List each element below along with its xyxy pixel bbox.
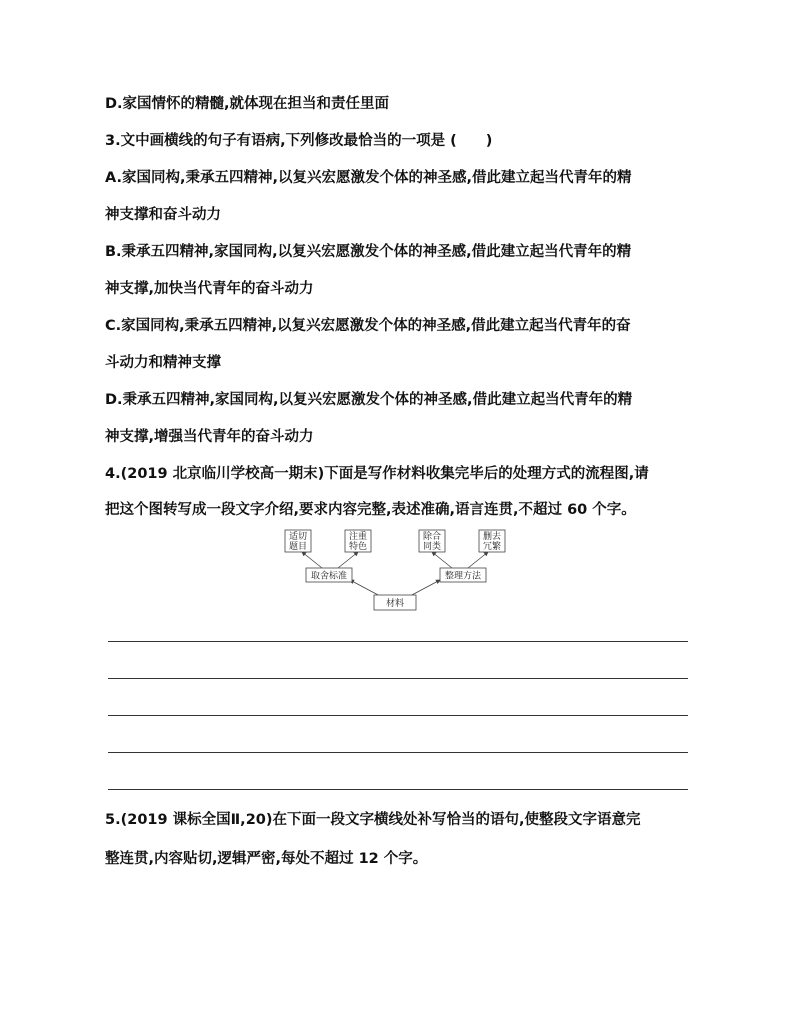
arrow-to-left-branch [350, 580, 380, 596]
option-c-line1: C.家国同构,秉承五四精神,以复兴宏愿激发个体的神圣感,借此建立起当代青年的奋 [105, 318, 631, 334]
leaf-3-bottom: 同类 [422, 542, 442, 552]
arrow-to-leaf-1 [302, 552, 322, 568]
flowchart [280, 528, 510, 614]
option-d-line1: D.秉承五四精神,家国同构,以复兴宏愿激发个体的神圣感,借此建立起当代青年的精 [105, 392, 633, 408]
option-c-line2: 斗动力和精神支撑 [105, 355, 221, 371]
answer-line-2[interactable] [108, 678, 688, 679]
option-d-previous: D.家国情怀的精髓,就体现在担当和责任里面 [105, 96, 390, 112]
root-label: 材料 [385, 599, 405, 609]
answer-line-4[interactable] [108, 752, 688, 753]
question-4-line2: 把这个图转写成一段文字介绍,要求内容完整,表述准确,语言连贯,不超过 60 个字。 [105, 502, 636, 518]
left-branch-label: 取舍标准 [310, 571, 348, 582]
option-a-line1: A.家国同构,秉承五四精神,以复兴宏愿激发个体的神圣感,借此建立起当代青年的精 [105, 170, 632, 186]
question-5-line2: 整连贯,内容贴切,逻辑严密,每处不超过 12 个字。 [105, 851, 428, 867]
question-5-line1: 5.(2019 课标全国Ⅱ,20)在下面一段文字横线处补写恰当的语句,使整段文字语意完 [105, 812, 641, 828]
option-b-line1: B.秉承五四精神,家国同构,以复兴宏愿激发个体的神圣感,借此建立起当代青年的精 [105, 244, 632, 260]
answer-line-3[interactable] [108, 715, 688, 716]
question-3-stem: 3.文中画横线的句子有语病,下列修改最恰当的一项是 ( ) [105, 133, 493, 149]
arrow-to-leaf-4 [468, 552, 488, 568]
leaf-2-top: 注重 [348, 532, 368, 542]
leaf-4-bottom: 冗繁 [482, 542, 502, 552]
answer-line-5[interactable] [108, 789, 688, 790]
arrow-to-leaf-3 [432, 552, 452, 568]
leaf-1-bottom: 题目 [288, 542, 308, 552]
leaf-2-bottom: 特色 [348, 542, 368, 552]
leaf-1-top: 适切 [288, 532, 308, 542]
leaf-3-top: 除合 [422, 532, 442, 542]
option-d-line2: 神支撑,增强当代青年的奋斗动力 [105, 429, 314, 445]
answer-line-1[interactable] [108, 641, 688, 642]
arrow-to-right-branch [410, 580, 440, 596]
question-4-line1: 4.(2019 北京临川学校高一期末)下面是写作材料收集完毕后的处理方式的流程图,请 [105, 466, 649, 482]
option-b-line2: 神支撑,加快当代青年的奋斗动力 [105, 281, 314, 297]
right-branch-label: 整理方法 [444, 571, 482, 582]
arrow-to-leaf-2 [338, 552, 358, 568]
option-a-line2: 神支撑和奋斗动力 [105, 207, 221, 223]
leaf-4-top: 删去 [482, 532, 502, 542]
